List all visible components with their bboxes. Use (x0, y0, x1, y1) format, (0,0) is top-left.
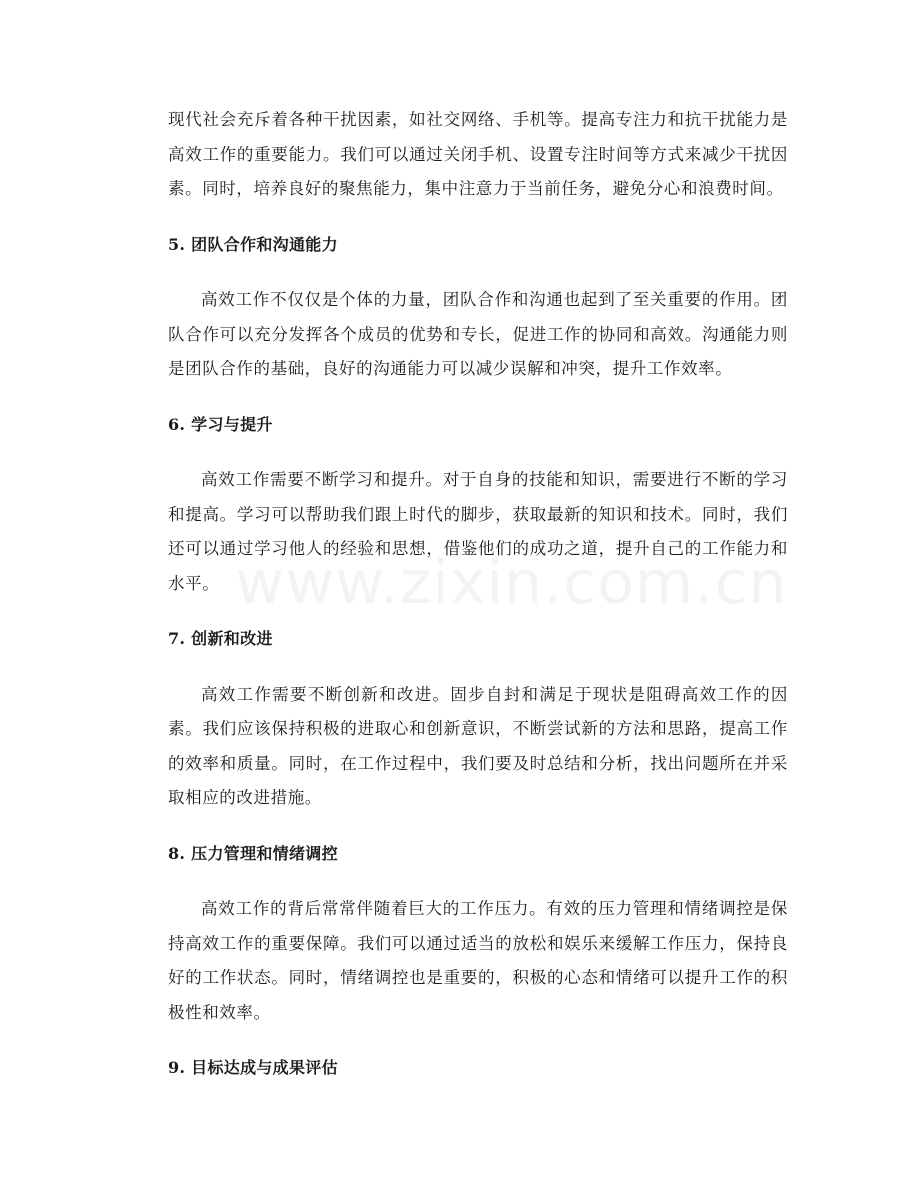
paragraph-distractions: 现代社会充斥着各种干扰因素，如社交网络、手机等。提高专注力和抗干扰能力是高效工作的重要能力。我们可以通过关闭手机、设置专注时间等方式来减少干扰因素。同时，培养良好的聚焦能力，集中注意力于当前任务，避免分心和浪费时间。 (168, 110, 788, 198)
section-heading-stress: 8. 压力管理和情绪调控 (168, 843, 338, 863)
section-heading-learning: 6. 学习与提升 (168, 414, 273, 434)
paragraph-teamwork: 高效工作不仅仅是个体的力量，团队合作和沟通也起到了至关重要的作用。团队合作可以充分发挥各个成员的优势和专长，促进工作的协同和高效。沟通能力则是团队合作的基础，良好的沟通能力可以减少误解和冲突，提升工作效率。 (168, 290, 788, 378)
section-heading-goals: 9. 目标达成与成果评估 (168, 1058, 338, 1077)
paragraph-stress: 高效工作的背后常常伴随着巨大的工作压力。有效的压力管理和情绪调控是保持高效工作的重要保障。我们可以通过适当的放松和娱乐来缓解工作压力，保持良好的工作状态。同时，情绪调控也是重要的，积极的心态和情绪可以提升工作的积极性和效率。 (168, 899, 788, 1022)
paragraph-innovation: 高效工作需要不断创新和改进。固步自封和满足于现状是阻碍高效工作的因素。我们应该保持积极的进取心和创新意识，不断尝试新的方法和思路，提高工作的效率和质量。同时，在工作过程中，我们要及时总结和分析，找出问题所在并采取相应的改进措施。 (168, 684, 788, 807)
document-body (168, 103, 788, 1086)
paragraph-learning: 高效工作需要不断学习和提升。对于自身的技能和知识，需要进行不断的学习和提高。学习可以帮助我们跟上时代的脚步，获取最新的知识和技术。同时，我们还可以通过学习他人的经验和思想，借鉴他们的成功之道，提升自己的工作能力和水平。 (168, 470, 788, 593)
section-heading-innovation: 7. 创新和改进 (168, 629, 273, 648)
section-heading-teamwork: 5. 团队合作和沟通能力 (168, 234, 338, 254)
